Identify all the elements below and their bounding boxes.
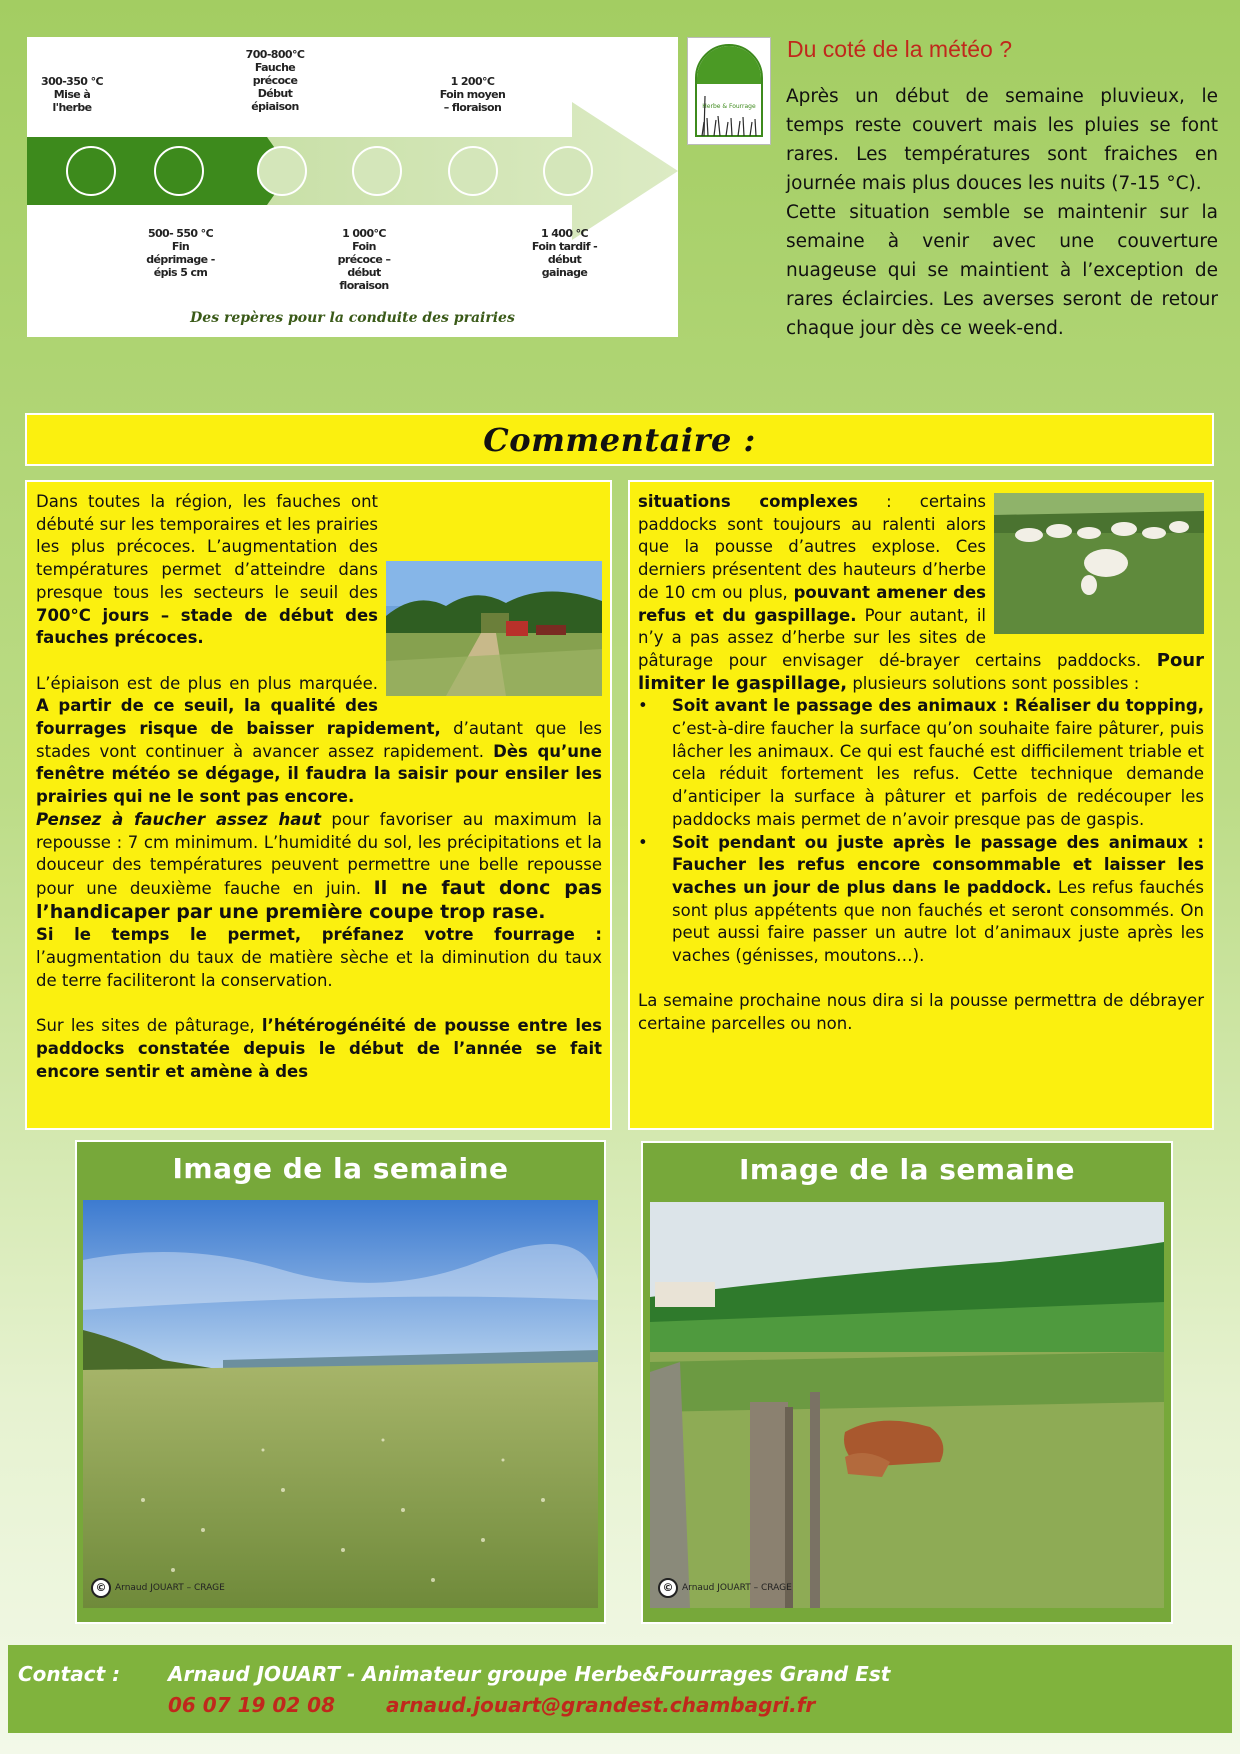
contact-label: Contact :	[18, 1662, 121, 1686]
week-image-card	[641, 1141, 1173, 1624]
photo-credit: © Arnaud JOUART – CRAGE	[91, 1578, 225, 1598]
timeline-stage-circle	[449, 147, 497, 195]
timeline-stage-circle	[353, 147, 401, 195]
commentaire-banner	[25, 413, 1214, 466]
prairie-timeline-figure	[27, 37, 678, 337]
mowing-photo	[386, 561, 602, 696]
meadow-photo	[83, 1200, 598, 1608]
timeline-label-fin-deprimage: 500- 550 °C Fin déprimage - épis 5 cm	[146, 227, 215, 279]
timeline-arrow-dark-segment	[27, 137, 267, 205]
logo-text: Herbe & Fourrage	[702, 103, 756, 110]
meteo-paragraph: Cette situation semble se maintenir sur la semaine à venir avec une couverture nuageuse qui se maintient à l’exception de rares éclaircies. Les averses seront de retour chaque jour dès ce week-end.	[786, 202, 1218, 339]
cows-photo	[994, 493, 1204, 634]
left-paragraph-2: L’épiaison est de plus en plus marquée. A partir de ce seuil, la qualité des fourrages risque de baisser rapidement, d’autant que les stades vont continuer à avancer assez rapidement. Dès qu’une fenêtre météo se dégage, il faudra la saisir pour ensiler les prairies qui ne le sont pas encore.	[36, 673, 602, 807]
week-image-title: Image de la semaine	[738, 1153, 1076, 1186]
cows-resting-photo	[650, 1202, 1164, 1608]
commentaire-left-column	[25, 480, 612, 1130]
contact-name: Arnaud JOUART - Animateur groupe Herbe&Fourrages Grand Est	[168, 1662, 891, 1686]
timeline-arrow-graphic	[27, 37, 678, 337]
left-paragraph-1: Dans toutes la région, les fauches ont débuté sur les temporaires et les prairies les plus précoces. L’augmentation des températures permet d’atteindre dans presque tous les secteurs le seuil des 700°C jours – stade de début des fauches précoces.	[36, 491, 602, 650]
meteo-paragraph: Après un début de semaine pluvieux, le temps reste couvert mais les pluies se font rares. Les températures sont fraiches en journée mais plus douces les nuits (7-15 °C).	[786, 86, 1218, 194]
left-paragraph-5: Sur les sites de pâturage, l’hétérogénéité de pousse entre les paddocks constatée depuis le début de l’année se fait encore sentir et amène à des	[36, 1016, 602, 1081]
week-image-card	[75, 1140, 606, 1624]
timeline-stage-circle	[544, 147, 592, 195]
left-paragraph-4: Si le temps le permet, préfanez votre fourrage : l’augmentation du taux de matière sèche et la diminution du taux de terre faciliteront la conservation.	[36, 925, 602, 990]
meadow-photo-graphic	[83, 1200, 598, 1608]
timeline-label-foin-tardif: 1 400 °C Foin tardif - début gainage	[531, 227, 598, 279]
timeline-stage-circle	[67, 147, 115, 195]
timeline-caption: Des repères pour la conduite des prairies	[190, 310, 515, 326]
commentaire-right-column	[628, 480, 1214, 1130]
contact-footer	[8, 1645, 1232, 1733]
timeline-label-foin-moyen: 1 200°C Foin moyen – floraison	[439, 75, 506, 114]
left-paragraph-3: Pensez à faucher assez haut pour favoriser au maximum la repousse : 7 cm minimum. L’humidité du sol, les précipitations et la douceur des températures peuvent permettre une belle repousse pour une deuxième fauche en juin. Il ne faut donc pas l’handicaper par une première coupe trop rase.	[36, 809, 603, 923]
timeline-label-foin-precoce: 1 000°C Foin précoce – début floraison	[337, 227, 391, 292]
right-paragraph-1: situations complexes : certains paddocks sont toujours au ralenti alors que la pousse d’autres explose. Ces derniers présentent des hauteurs d’herbe de 10 cm ou plus, pouvant amener des refus et du gaspillage. Pour autant, il n’y a pas assez d’herbe sur les sites de pâturage pour envisager dé-brayer certains paddocks. Pour limiter le gaspillage, plusieurs solutions sont possibles :	[638, 492, 1204, 694]
list-item: • Soit avant le passage des animaux : Réaliser du topping, c’est-à-dire faucher la surface qu’on souhaite faire pâturer, puis lâcher les animaux. Ce qui est fauché est difficilement triable et cela réduit fortement les refus. Cette technique demande d’anticiper la surface à pâturer et parfois de redécouper les paddocks mais permet de n’avoir presque pas de gaspis.	[638, 696, 1204, 829]
copyright-icon: ©	[91, 1578, 111, 1598]
cows-resting-photo-graphic	[650, 1202, 1164, 1608]
contact-email-link[interactable]: arnaud.jouart@grandest.chambagri.fr	[386, 1693, 816, 1717]
meteo-title: Du coté de la météo ?	[787, 36, 1013, 62]
timeline-label-mise-a-lherbe: 300-350 °C Mise à l'herbe	[41, 75, 103, 114]
timeline-label-fauche-precoce: 700-800°C Fauche précoce Début épiaison	[245, 48, 305, 113]
solutions-list	[638, 695, 1204, 967]
meteo-text	[786, 82, 1218, 343]
photo-credit: © Arnaud JOUART – CRAGE	[658, 1578, 792, 1598]
list-item: • Soit pendant ou juste après le passage des animaux : Faucher les refus encore consommable et laisser les vaches un jour de plus dans le paddock. Les refus fauchés sont plus appétents que non fauchés et seront consommés. On peut aussi faire passer un autre lot d’animaux juste après les vaches (génisses, moutons…).	[638, 832, 1204, 966]
logo-graphic	[688, 38, 770, 144]
herbe-fourrage-logo	[687, 37, 771, 145]
commentaire-title: Commentaire :	[483, 421, 756, 459]
copyright-icon: ©	[658, 1578, 678, 1598]
contact-phone[interactable]: 06 07 19 02 08	[168, 1693, 336, 1717]
timeline-stage-circle	[258, 147, 306, 195]
week-image-title: Image de la semaine	[172, 1152, 509, 1185]
right-paragraph-last: La semaine prochaine nous dira si la pousse permettra de débrayer certaine parcelles ou non.	[638, 991, 1204, 1034]
timeline-stage-circle	[155, 147, 203, 195]
